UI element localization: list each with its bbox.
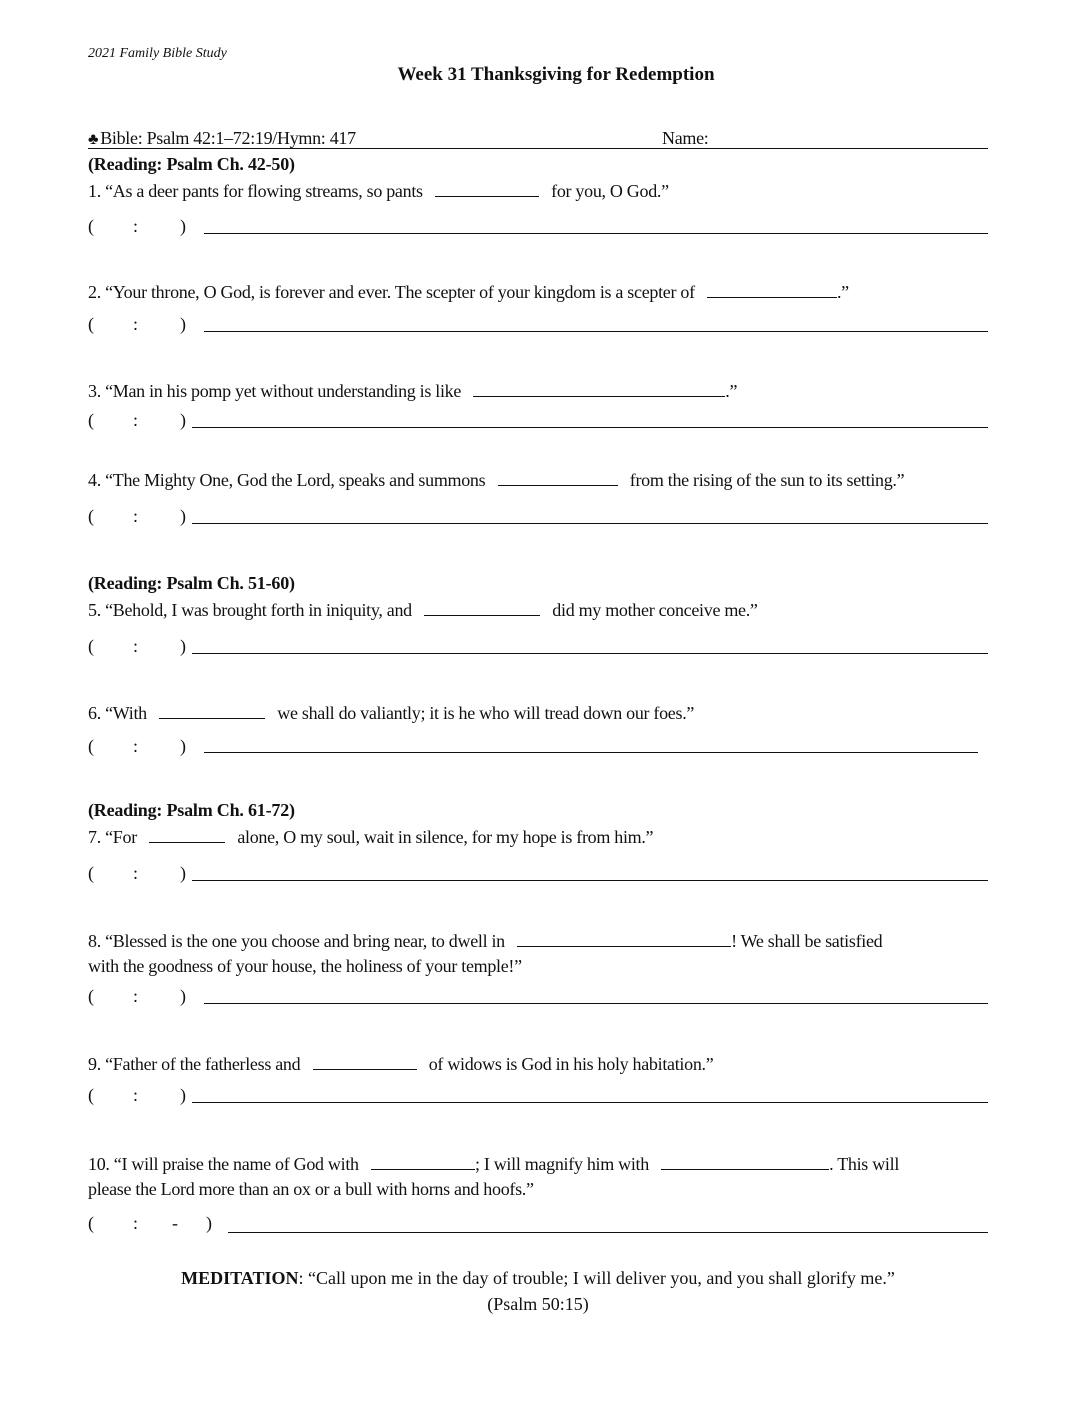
ref-close: ): [180, 410, 186, 430]
question-5: [88, 599, 758, 621]
ref-dash: -: [172, 1213, 178, 1233]
question-10-answer-blank-1[interactable]: [371, 1153, 475, 1170]
ref-close: ): [180, 863, 186, 883]
question-3-reference-line[interactable]: [192, 427, 988, 428]
ref-colon: :: [132, 410, 138, 430]
question-2-reference: [88, 314, 186, 335]
question-8-answer-blank[interactable]: [517, 930, 731, 947]
question-5-answer-blank[interactable]: [424, 599, 540, 616]
question-2-answer-blank[interactable]: [707, 281, 837, 298]
question-1-text-a: 1. “As a deer pants for flowing streams, so pants: [88, 181, 423, 201]
question-5-text-b: did my mother conceive me.”: [552, 600, 758, 620]
ref-close: ): [206, 1213, 212, 1233]
question-10-answer-blank-2[interactable]: [661, 1153, 829, 1170]
ref-close: ): [180, 506, 186, 526]
ref-open: (: [88, 314, 94, 334]
question-3-reference: [88, 410, 186, 431]
question-8-text-b: ! We shall be satisfied: [731, 931, 883, 951]
ref-open: (: [88, 1085, 94, 1105]
ref-colon: :: [132, 636, 138, 656]
question-9-reference: [88, 1085, 186, 1106]
ref-colon: :: [132, 986, 138, 1006]
ref-open: (: [88, 863, 94, 883]
ref-colon: :: [132, 1085, 138, 1105]
question-10-reference-line[interactable]: [228, 1232, 988, 1233]
ref-colon: :: [132, 863, 138, 883]
question-3-answer-blank[interactable]: [473, 380, 725, 397]
question-7-reference: [88, 863, 186, 884]
question-1-text-b: for you, O God.”: [551, 181, 669, 201]
question-1-reference-line[interactable]: [204, 233, 988, 234]
ref-open: (: [88, 1213, 94, 1233]
question-4-reference-line[interactable]: [192, 523, 988, 524]
question-8: [88, 930, 882, 952]
question-7: [88, 826, 653, 848]
ref-open: (: [88, 506, 94, 526]
question-5-text-a: 5. “Behold, I was brought forth in iniquity, and: [88, 600, 412, 620]
question-6: [88, 702, 694, 724]
question-1: [88, 180, 669, 202]
question-9-reference-line[interactable]: [192, 1102, 988, 1103]
ref-open: (: [88, 636, 94, 656]
ref-close: ): [180, 314, 186, 334]
question-8-reference: [88, 986, 186, 1007]
question-10-line-2: please the Lord more than an ox or a bull with horns and hoofs.”: [88, 1179, 534, 1199]
meditation-text: : “Call upon me in the day of trouble; I will deliver you, and you shall glorify me.”: [298, 1268, 895, 1288]
question-6-reference: [88, 736, 186, 757]
question-1-answer-blank[interactable]: [435, 180, 539, 197]
question-8-reference-line[interactable]: [204, 1003, 988, 1004]
question-5-reference: [88, 636, 186, 657]
ref-colon: :: [132, 736, 138, 756]
meditation-label: MEDITATION: [181, 1268, 299, 1288]
question-10-text-c: . This will: [829, 1154, 900, 1174]
question-4-text-b: from the rising of the sun to its setting.”: [629, 470, 905, 490]
question-8-text-a: 8. “Blessed is the one you choose and bring near, to dwell in: [88, 931, 505, 951]
page-title: Week 31 Thanksgiving for Redemption: [397, 64, 715, 85]
question-6-text-b: we shall do valiantly; it is he who will tread down our foes.”: [277, 703, 695, 723]
ref-colon: :: [132, 1213, 138, 1233]
bible-text: Bible: Psalm 42:1–72:19/Hymn: 417: [100, 128, 356, 148]
question-5-reference-line[interactable]: [192, 653, 988, 654]
question-9-answer-blank[interactable]: [313, 1053, 417, 1070]
question-2-text-a: 2. “Your throne, O God, is forever and ever. The scepter of your kingdom is a scepter of: [88, 282, 695, 302]
question-10-text-b: ; I will magnify him with: [474, 1154, 649, 1174]
question-3-text-a: 3. “Man in his pomp yet without understanding is like: [88, 381, 462, 401]
question-3: [88, 380, 737, 402]
question-4: [88, 469, 904, 491]
question-7-text-a: 7. “For: [88, 827, 137, 847]
question-3-text-b: .”: [725, 381, 738, 401]
question-2-text-b: .”: [836, 282, 849, 302]
ref-colon: :: [132, 216, 138, 236]
ref-close: ): [180, 216, 186, 236]
question-9-text-b: of widows is God in his holy habitation.”: [428, 1054, 714, 1074]
ref-open: (: [88, 736, 94, 756]
ref-close: ): [180, 986, 186, 1006]
bible-underline: [88, 148, 988, 149]
question-7-reference-line[interactable]: [192, 880, 988, 881]
question-2: [88, 281, 849, 303]
question-8-line-2: with the goodness of your house, the holiness of your temple!”: [88, 956, 522, 976]
question-7-text-b: alone, O my soul, wait in silence, for my hope is from him.”: [237, 827, 654, 847]
question-10-reference: [88, 1213, 212, 1234]
question-7-answer-blank[interactable]: [149, 826, 225, 843]
question-2-reference-line[interactable]: [204, 331, 988, 332]
question-6-answer-blank[interactable]: [159, 702, 265, 719]
section-heading-1: (Reading: Psalm Ch. 42-50): [88, 154, 295, 174]
question-4-reference: [88, 506, 186, 527]
section-heading-2: (Reading: Psalm Ch. 51-60): [88, 573, 295, 593]
ref-open: (: [88, 410, 94, 430]
ref-close: ): [180, 636, 186, 656]
ref-open: (: [88, 216, 94, 236]
ref-close: ): [180, 736, 186, 756]
question-9-text-a: 9. “Father of the fatherless and: [88, 1054, 301, 1074]
bible-info: [88, 128, 356, 149]
name-label: Name:: [662, 128, 709, 148]
ref-open: (: [88, 986, 94, 1006]
meditation-reference: (Psalm 50:15): [487, 1294, 589, 1314]
question-9: [88, 1053, 713, 1075]
ref-colon: :: [132, 314, 138, 334]
meditation: [0, 1268, 1076, 1289]
question-4-answer-blank[interactable]: [498, 469, 618, 486]
question-10-text-a: 10. “I will praise the name of God with: [88, 1154, 359, 1174]
question-10: [88, 1153, 899, 1175]
question-1-reference: [88, 216, 186, 237]
ref-close: ): [180, 1085, 186, 1105]
question-4-text-a: 4. “The Mighty One, God the Lord, speaks and summons: [88, 470, 486, 490]
club-icon: ♣: [88, 131, 99, 148]
question-6-reference-line[interactable]: [204, 752, 978, 753]
question-6-text-a: 6. “With: [88, 703, 147, 723]
ref-colon: :: [132, 506, 138, 526]
document-label: 2021 Family Bible Study: [88, 46, 227, 61]
section-heading-3: (Reading: Psalm Ch. 61-72): [88, 800, 295, 820]
